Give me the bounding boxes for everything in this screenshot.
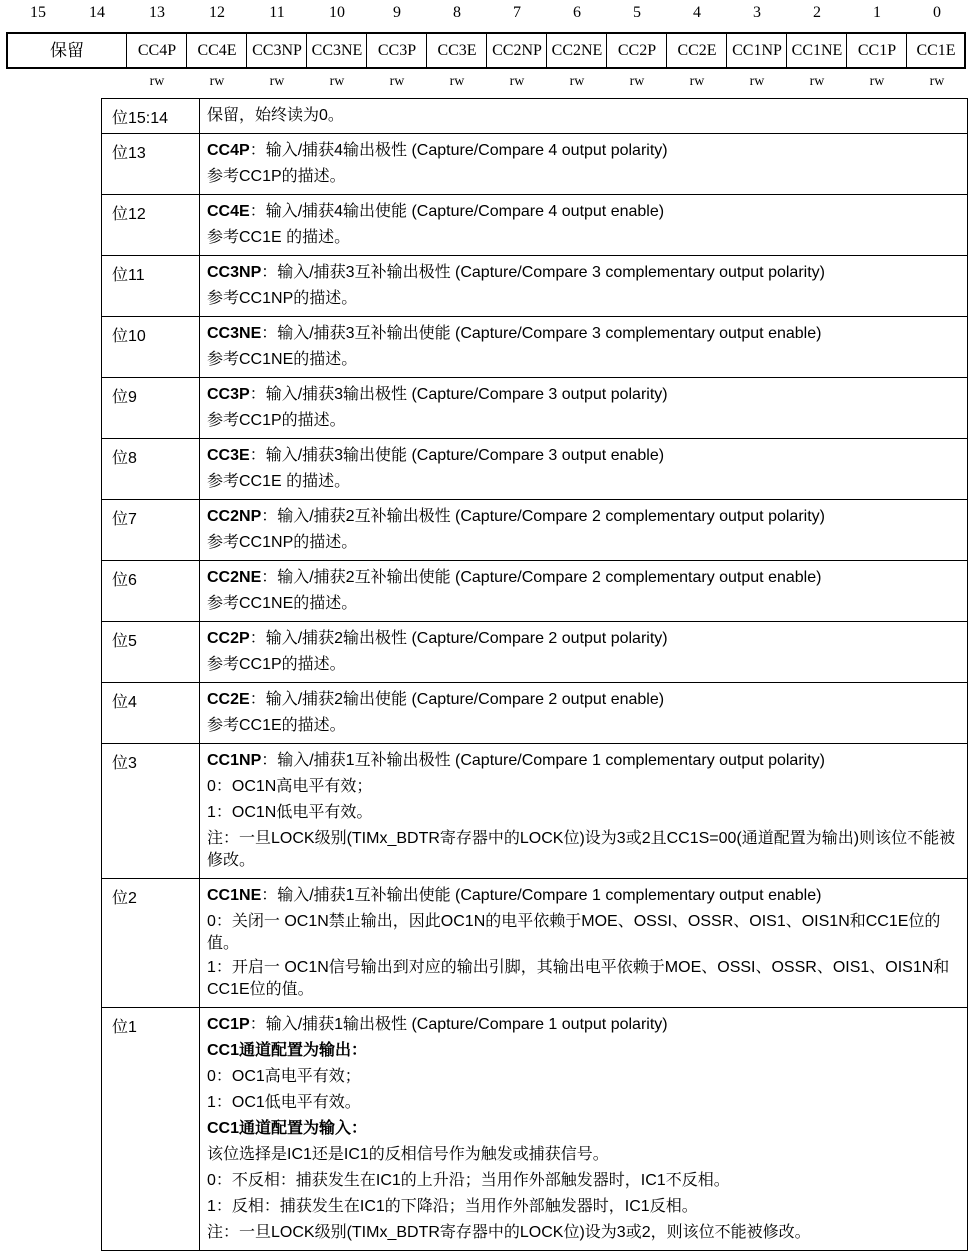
field-name: CC4P bbox=[207, 142, 250, 159]
register-field: CC3E bbox=[426, 34, 487, 67]
description-line bbox=[207, 469, 961, 495]
register-field: CC2P bbox=[606, 34, 667, 67]
bit-position: 位6 bbox=[102, 561, 200, 622]
field-name: CC2E bbox=[207, 691, 250, 708]
register-field: CC2E bbox=[666, 34, 727, 67]
field-name: CC1P bbox=[207, 1016, 250, 1033]
description-text: 参考CC1NP的描述。 bbox=[207, 290, 358, 307]
bit-description bbox=[200, 561, 968, 622]
access-label: rw bbox=[149, 74, 165, 89]
bit-number: 0 bbox=[933, 4, 941, 21]
register-field: CC3NE bbox=[306, 34, 367, 67]
description-line bbox=[207, 713, 961, 739]
description-text: ：输入/捕获4输出使能 (Capture/Compare 4 output enable) bbox=[249, 203, 665, 220]
access-type-row bbox=[6, 74, 968, 94]
access-label: rw bbox=[629, 74, 645, 89]
register-field: CC4E bbox=[186, 34, 247, 67]
register-field: CC1NP bbox=[726, 34, 787, 67]
description-line bbox=[207, 626, 961, 652]
access-label: rw bbox=[689, 74, 705, 89]
field-name: CC3NE bbox=[207, 325, 262, 342]
description-text: 注：一旦LOCK级别(TIMx_BDTR寄存器中的LOCK位)设为3或2且CC1S=00(通道配置为输出)则该位不能被修改。 bbox=[207, 830, 956, 869]
bit-position: 位3 bbox=[102, 744, 200, 879]
description-line bbox=[207, 504, 961, 530]
description-line bbox=[207, 1038, 961, 1064]
register-field: CC1P bbox=[846, 34, 907, 67]
bit-position: 位1 bbox=[102, 1008, 200, 1251]
description-text: ：输入/捕获2输出极性 (Capture/Compare 2 output polarity) bbox=[249, 630, 668, 647]
description-line bbox=[207, 774, 961, 800]
access-label: rw bbox=[569, 74, 585, 89]
description-text: 0：OC1高电平有效； bbox=[207, 1068, 361, 1085]
description-text: 1：反相：捕获发生在IC1的下降沿；当用作外部触发器时，IC1反相。 bbox=[207, 1198, 698, 1215]
bit-number: 13 bbox=[149, 4, 165, 21]
description-line bbox=[207, 800, 961, 826]
bit-position: 位9 bbox=[102, 378, 200, 439]
description-line bbox=[207, 883, 961, 909]
bit-number: 12 bbox=[209, 4, 225, 21]
access-label: rw bbox=[389, 74, 405, 89]
description-text: 参考CC1NE的描述。 bbox=[207, 595, 358, 612]
bit-position: 位7 bbox=[102, 500, 200, 561]
register-field: CC2NE bbox=[546, 34, 607, 67]
bit-description-row bbox=[102, 744, 968, 879]
bit-description bbox=[200, 317, 968, 378]
description-text: 0：不反相：捕获发生在IC1的上升沿；当用作外部触发器时，IC1不反相。 bbox=[207, 1172, 730, 1189]
description-text: 0：OC1N高电平有效； bbox=[207, 778, 373, 795]
description-text: 0：关闭一 OC1N禁止输出，因此OC1N的电平依赖于MOE、OSSI、OSSR、OIS1、OIS1N和CC1E位的值。 bbox=[207, 913, 941, 952]
bit-number: 7 bbox=[513, 4, 521, 21]
bit-position: 位8 bbox=[102, 439, 200, 500]
access-label: rw bbox=[869, 74, 885, 89]
description-text: 1：开启一 OC1N信号输出到对应的输出引脚，其输出电平依赖于MOE、OSSI、OSSR、OIS1、OIS1N和CC1E位的值。 bbox=[207, 959, 950, 998]
description-line bbox=[207, 199, 961, 225]
bit-description-row bbox=[102, 879, 968, 1008]
description-line bbox=[207, 911, 961, 955]
description-text: 参考CC1P的描述。 bbox=[207, 168, 346, 185]
bit-description-row bbox=[102, 439, 968, 500]
bit-description bbox=[200, 879, 968, 1008]
description-line bbox=[207, 225, 961, 251]
bit-number: 11 bbox=[269, 4, 285, 21]
access-label: rw bbox=[269, 74, 285, 89]
description-text: ：输入/捕获2互补输出极性 (Capture/Compare 2 complementary output polarity) bbox=[261, 508, 825, 525]
field-name: CC4E bbox=[207, 203, 250, 220]
bit-description-row bbox=[102, 256, 968, 317]
bit-description-row bbox=[102, 378, 968, 439]
bit-number-header bbox=[6, 0, 968, 28]
description-line bbox=[207, 138, 961, 164]
field-name: CC1通道配置为输出： bbox=[207, 1042, 368, 1059]
bit-description-row bbox=[102, 317, 968, 378]
description-line bbox=[207, 1012, 961, 1038]
bit-description bbox=[200, 256, 968, 317]
description-line bbox=[207, 1168, 961, 1194]
description-text: 1：OC1低电平有效。 bbox=[207, 1094, 361, 1111]
access-label: rw bbox=[929, 74, 945, 89]
description-line bbox=[207, 382, 961, 408]
description-line bbox=[207, 591, 961, 617]
description-line bbox=[207, 652, 961, 678]
bit-description-row bbox=[102, 1008, 968, 1251]
bit-description bbox=[200, 622, 968, 683]
description-text: ：输入/捕获1互补输出使能 (Capture/Compare 1 complementary output enable) bbox=[261, 887, 822, 904]
bit-description-row bbox=[102, 195, 968, 256]
description-line bbox=[207, 408, 961, 434]
bit-description bbox=[200, 683, 968, 744]
access-label: rw bbox=[329, 74, 345, 89]
bit-number: 4 bbox=[693, 4, 701, 21]
field-name: CC3E bbox=[207, 447, 250, 464]
bit-number: 5 bbox=[633, 4, 641, 21]
description-line bbox=[207, 828, 961, 872]
field-name: CC2NP bbox=[207, 508, 262, 525]
bit-position: 位12 bbox=[102, 195, 200, 256]
bit-description bbox=[200, 500, 968, 561]
bit-position: 位13 bbox=[102, 134, 200, 195]
description-line bbox=[207, 347, 961, 373]
access-label: rw bbox=[449, 74, 465, 89]
description-text: ：输入/捕获3互补输出使能 (Capture/Compare 3 complementary output enable) bbox=[261, 325, 822, 342]
description-text: 保留，始终读为0。 bbox=[207, 107, 344, 124]
register-field: CC3NP bbox=[246, 34, 307, 67]
description-line bbox=[207, 321, 961, 347]
field-name: CC2NE bbox=[207, 569, 262, 586]
description-text: ：输入/捕获3互补输出极性 (Capture/Compare 3 complementary output polarity) bbox=[261, 264, 825, 281]
register-field: CC1E bbox=[906, 34, 965, 67]
register-field-row bbox=[6, 32, 966, 69]
description-text: ：输入/捕获3输出极性 (Capture/Compare 3 output polarity) bbox=[249, 386, 668, 403]
description-text: ：输入/捕获2互补输出使能 (Capture/Compare 2 complementary output enable) bbox=[261, 569, 822, 586]
bit-description-row bbox=[102, 561, 968, 622]
description-line bbox=[207, 164, 961, 190]
description-text: ：输入/捕获2输出使能 (Capture/Compare 2 output enable) bbox=[249, 691, 665, 708]
register-field: CC2NP bbox=[486, 34, 547, 67]
bit-description-row bbox=[102, 99, 968, 134]
bit-description bbox=[200, 195, 968, 256]
access-label: rw bbox=[209, 74, 225, 89]
description-line bbox=[207, 957, 961, 1001]
bit-number: 14 bbox=[89, 4, 105, 21]
access-label: rw bbox=[749, 74, 765, 89]
field-name: CC3P bbox=[207, 386, 250, 403]
description-text: 参考CC1NE的描述。 bbox=[207, 351, 358, 368]
description-text: 该位选择是IC1还是IC1的反相信号作为触发或捕获信号。 bbox=[207, 1146, 609, 1163]
description-text: 参考CC1E 的描述。 bbox=[207, 229, 351, 246]
bit-number: 10 bbox=[329, 4, 345, 21]
bit-number: 2 bbox=[813, 4, 821, 21]
field-name: CC3NP bbox=[207, 264, 262, 281]
bit-description bbox=[200, 744, 968, 879]
bit-position: 位4 bbox=[102, 683, 200, 744]
description-line bbox=[207, 286, 961, 312]
bit-number: 3 bbox=[753, 4, 761, 21]
register-field: CC1NE bbox=[786, 34, 847, 67]
description-text: ：输入/捕获4输出极性 (Capture/Compare 4 output polarity) bbox=[249, 142, 668, 159]
description-line bbox=[207, 1142, 961, 1168]
description-text: ：输入/捕获3输出使能 (Capture/Compare 3 output enable) bbox=[249, 447, 665, 464]
description-line bbox=[207, 1090, 961, 1116]
description-text: 注：一旦LOCK级别(TIMx_BDTR寄存器中的LOCK位)设为3或2，则该位不能被修改。 bbox=[207, 1224, 811, 1241]
bit-description-row bbox=[102, 134, 968, 195]
bit-number: 9 bbox=[393, 4, 401, 21]
bit-description bbox=[200, 99, 968, 134]
bit-description-table bbox=[101, 98, 968, 1251]
description-line bbox=[207, 748, 961, 774]
description-line bbox=[207, 1064, 961, 1090]
bit-description bbox=[200, 1008, 968, 1251]
bit-position: 位2 bbox=[102, 879, 200, 1008]
bit-position: 位5 bbox=[102, 622, 200, 683]
description-text: 参考CC1E 的描述。 bbox=[207, 473, 351, 490]
description-line bbox=[207, 443, 961, 469]
field-name: CC1NE bbox=[207, 887, 262, 904]
bit-position: 位11 bbox=[102, 256, 200, 317]
register-field: CC4P bbox=[126, 34, 187, 67]
field-name: CC2P bbox=[207, 630, 250, 647]
description-text: 参考CC1P的描述。 bbox=[207, 412, 346, 429]
field-name: CC1NP bbox=[207, 752, 262, 769]
description-text: ：输入/捕获1互补输出极性 (Capture/Compare 1 complementary output polarity) bbox=[261, 752, 825, 769]
access-label: rw bbox=[809, 74, 825, 89]
field-name: CC1通道配置为输入： bbox=[207, 1120, 368, 1137]
bit-position: 位10 bbox=[102, 317, 200, 378]
description-text: 参考CC1P的描述。 bbox=[207, 656, 346, 673]
bit-number: 8 bbox=[453, 4, 461, 21]
access-label: rw bbox=[509, 74, 525, 89]
bit-description bbox=[200, 134, 968, 195]
description-text: 1：OC1N低电平有效。 bbox=[207, 804, 373, 821]
bit-position: 位15:14 bbox=[102, 99, 200, 134]
description-line bbox=[207, 103, 961, 129]
bit-description-row bbox=[102, 500, 968, 561]
description-text: 参考CC1E的描述。 bbox=[207, 717, 346, 734]
bit-description bbox=[200, 378, 968, 439]
description-line bbox=[207, 1116, 961, 1142]
description-line bbox=[207, 687, 961, 713]
description-line bbox=[207, 1220, 961, 1246]
bit-number: 6 bbox=[573, 4, 581, 21]
bit-description bbox=[200, 439, 968, 500]
description-line bbox=[207, 530, 961, 556]
bit-number: 1 bbox=[873, 4, 881, 21]
description-text: ：输入/捕获1输出极性 (Capture/Compare 1 output polarity) bbox=[249, 1016, 668, 1033]
description-line bbox=[207, 565, 961, 591]
register-field-reserved: 保留 bbox=[50, 41, 84, 60]
description-line bbox=[207, 1194, 961, 1220]
description-line bbox=[207, 260, 961, 286]
bit-description-row bbox=[102, 683, 968, 744]
description-text: 参考CC1NP的描述。 bbox=[207, 534, 358, 551]
bit-number: 15 bbox=[30, 4, 46, 21]
bit-description-row bbox=[102, 622, 968, 683]
register-field: CC3P bbox=[366, 34, 427, 67]
